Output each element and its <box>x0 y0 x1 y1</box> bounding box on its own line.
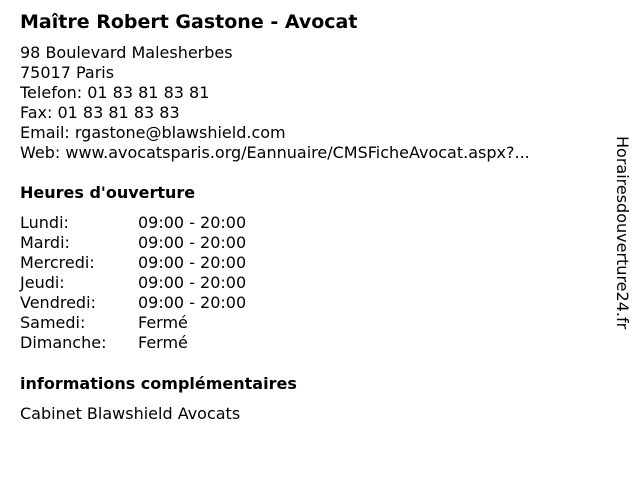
hours-day: Jeudi: <box>20 273 65 292</box>
hours-time: 09:00 - 20:00 <box>138 233 247 252</box>
web-line: Web: www.avocatsparis.org/Eannuaire/CMSFicheAvocat.aspx?... <box>20 143 530 162</box>
hours-time: 09:00 - 20:00 <box>138 213 247 232</box>
info-text: Cabinet Blawshield Avocats <box>20 404 241 423</box>
hours-day: Dimanche: <box>20 333 107 352</box>
hours-time: Fermé <box>138 333 188 352</box>
contact-block <box>20 43 530 163</box>
phone-line: Telefon: 01 83 81 83 81 <box>20 83 210 102</box>
fax-line: Fax: 01 83 81 83 83 <box>20 103 180 122</box>
site-watermark: Horairesdouverture24.fr <box>613 136 632 330</box>
address-street: 98 Boulevard Malesherbes <box>20 43 233 62</box>
hours-day: Lundi: <box>20 213 69 232</box>
address-city: 75017 Paris <box>20 63 115 82</box>
info-heading: informations complémentaires <box>20 374 297 393</box>
hours-time: 09:00 - 20:00 <box>138 253 247 272</box>
hours-day: Samedi: <box>20 313 86 332</box>
email-line: Email: rgastone@blawshield.com <box>20 123 286 142</box>
hours-heading: Heures d'ouverture <box>20 183 196 202</box>
hours-day: Mercredi: <box>20 253 95 272</box>
hours-time: Fermé <box>138 313 188 332</box>
hours-day: Vendredi: <box>20 293 96 312</box>
hours-time: 09:00 - 20:00 <box>138 273 247 292</box>
hours-time: 09:00 - 20:00 <box>138 293 247 312</box>
hours-day: Mardi: <box>20 233 70 252</box>
page-title: Maître Robert Gastone - Avocat <box>20 11 358 33</box>
